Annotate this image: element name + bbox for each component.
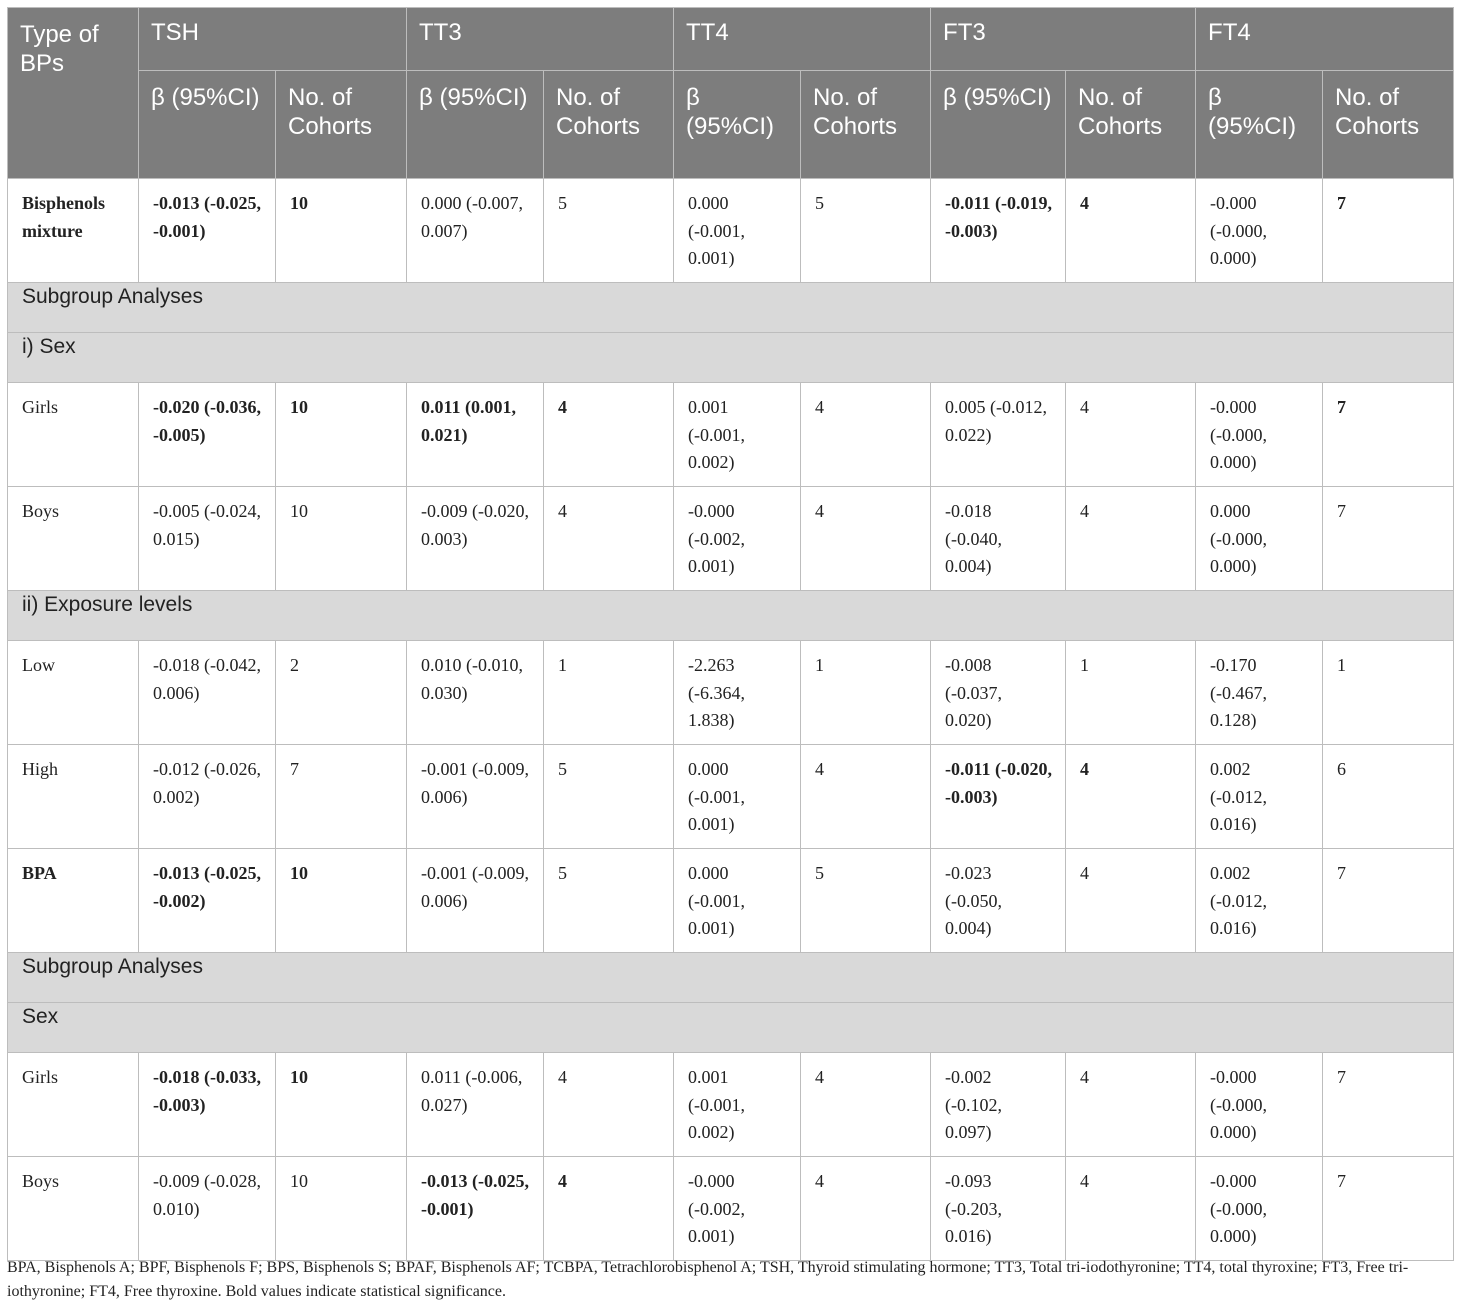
beta-ci-cell: 0.001 (-0.001, 0.002) xyxy=(674,383,801,487)
row-label: Bisphenols mixture xyxy=(8,179,139,283)
cohort-count-cell: 7 xyxy=(1323,849,1454,953)
row-label: Low xyxy=(8,641,139,745)
cohort-count-cell: 10 xyxy=(276,1053,407,1157)
cohort-count-cell: 6 xyxy=(1323,745,1454,849)
cohort-count-cell: 4 xyxy=(1066,1157,1196,1261)
subgroup-row xyxy=(8,953,1454,1003)
beta-ci-cell: -0.018 (-0.033, -0.003) xyxy=(139,1053,276,1157)
header-ft4: FT4 xyxy=(1196,8,1454,71)
beta-ci-cell: -0.000 (-0.000, 0.000) xyxy=(1196,1157,1323,1261)
cohort-count-cell: 4 xyxy=(1066,487,1196,591)
header-cohorts: No. of Cohorts xyxy=(1066,71,1196,179)
beta-ci-cell: -0.009 (-0.028, 0.010) xyxy=(139,1157,276,1261)
table-row xyxy=(8,1157,1454,1261)
cohort-count-cell: 4 xyxy=(544,487,674,591)
results-table xyxy=(7,7,1454,1261)
beta-ci-cell: 0.000 (-0.000, 0.000) xyxy=(1196,487,1323,591)
cohort-count-cell: 10 xyxy=(276,383,407,487)
beta-ci-cell: -0.093 (-0.203, 0.016) xyxy=(931,1157,1066,1261)
subgroup-row xyxy=(8,333,1454,383)
beta-ci-cell: -0.018 (-0.042, 0.006) xyxy=(139,641,276,745)
header-beta: β (95%CI) xyxy=(931,71,1066,179)
beta-ci-cell: -0.170 (-0.467, 0.128) xyxy=(1196,641,1323,745)
subgroup-label: Subgroup Analyses xyxy=(8,283,1454,333)
cohort-count-cell: 4 xyxy=(801,383,931,487)
beta-ci-cell: -0.000 (-0.000, 0.000) xyxy=(1196,383,1323,487)
row-label: High xyxy=(8,745,139,849)
beta-ci-cell: -0.000 (-0.000, 0.000) xyxy=(1196,1053,1323,1157)
table-body xyxy=(8,179,1454,1261)
cohort-count-cell: 1 xyxy=(1066,641,1196,745)
table-row xyxy=(8,487,1454,591)
beta-ci-cell: 0.005 (-0.012, 0.022) xyxy=(931,383,1066,487)
cohort-count-cell: 7 xyxy=(1323,1053,1454,1157)
cohort-count-cell: 7 xyxy=(1323,383,1454,487)
table-row xyxy=(8,383,1454,487)
beta-ci-cell: 0.000 (-0.001, 0.001) xyxy=(674,179,801,283)
beta-ci-cell: -0.000 (-0.002, 0.001) xyxy=(674,487,801,591)
beta-ci-cell: -0.009 (-0.020, 0.003) xyxy=(407,487,544,591)
header-beta: β (95%CI) xyxy=(1196,71,1323,179)
beta-ci-cell: -0.023 (-0.050, 0.004) xyxy=(931,849,1066,953)
header-cohorts: No. of Cohorts xyxy=(801,71,931,179)
table-footnote: BPA, Bisphenols A; BPF, Bisphenols F; BPS, Bisphenols S; BPAF, Bisphenols AF; TCBPA, Tetrachlorobisphenol A; TSH, Thyroid stimulating hormone; TT3, Total tri-iodothyronine; TT4, total thyroxine; FT3, Free tri-iothyronine; FT4, Free thyroxine. Bold values indicate statistical significance. xyxy=(7,1259,1409,1300)
beta-ci-cell: 0.000 (-0.001, 0.001) xyxy=(674,849,801,953)
cohort-count-cell: 5 xyxy=(544,179,674,283)
row-label: Boys xyxy=(8,1157,139,1261)
beta-ci-cell: 0.000 (-0.007, 0.007) xyxy=(407,179,544,283)
row-label: Boys xyxy=(8,487,139,591)
header-cohorts: No. of Cohorts xyxy=(544,71,674,179)
beta-ci-cell: -0.000 (-0.002, 0.001) xyxy=(674,1157,801,1261)
cohort-count-cell: 4 xyxy=(1066,849,1196,953)
table-row xyxy=(8,641,1454,745)
cohort-count-cell: 10 xyxy=(276,179,407,283)
beta-ci-cell: -0.018 (-0.040, 0.004) xyxy=(931,487,1066,591)
table-row xyxy=(8,1053,1454,1157)
cohort-count-cell: 2 xyxy=(276,641,407,745)
beta-ci-cell: -0.005 (-0.024, 0.015) xyxy=(139,487,276,591)
beta-ci-cell: 0.002 (-0.012, 0.016) xyxy=(1196,849,1323,953)
row-label: Girls xyxy=(8,383,139,487)
cohort-count-cell: 7 xyxy=(1323,1157,1454,1261)
cohort-count-cell: 7 xyxy=(1323,487,1454,591)
beta-ci-cell: -0.002 (-0.102, 0.097) xyxy=(931,1053,1066,1157)
beta-ci-cell: -0.012 (-0.026, 0.002) xyxy=(139,745,276,849)
table-row xyxy=(8,179,1454,283)
row-label: Girls xyxy=(8,1053,139,1157)
cohort-count-cell: 7 xyxy=(1323,179,1454,283)
beta-ci-cell: 0.000 (-0.001, 0.001) xyxy=(674,745,801,849)
beta-ci-cell: 0.001 (-0.001, 0.002) xyxy=(674,1053,801,1157)
header-type-of-bps: Type of BPs xyxy=(8,8,139,179)
cohort-count-cell: 4 xyxy=(1066,179,1196,283)
beta-ci-cell: 0.010 (-0.010, 0.030) xyxy=(407,641,544,745)
subgroup-label: i) Sex xyxy=(8,333,1454,383)
cohort-count-cell: 10 xyxy=(276,1157,407,1261)
subgroup-row xyxy=(8,283,1454,333)
header-tt4: TT4 xyxy=(674,8,931,71)
cohort-count-cell: 1 xyxy=(544,641,674,745)
cohort-count-cell: 4 xyxy=(544,1053,674,1157)
table-row xyxy=(8,849,1454,953)
cohort-count-cell: 1 xyxy=(1323,641,1454,745)
cohort-count-cell: 5 xyxy=(544,745,674,849)
beta-ci-cell: 0.002 (-0.012, 0.016) xyxy=(1196,745,1323,849)
cohort-count-cell: 1 xyxy=(801,641,931,745)
cohort-count-cell: 4 xyxy=(1066,1053,1196,1157)
cohort-count-cell: 7 xyxy=(276,745,407,849)
cohort-count-cell: 4 xyxy=(801,1053,931,1157)
beta-ci-cell: -2.263 (-6.364, 1.838) xyxy=(674,641,801,745)
subgroup-row xyxy=(8,1003,1454,1053)
cohort-count-cell: 4 xyxy=(801,1157,931,1261)
cohort-count-cell: 4 xyxy=(544,1157,674,1261)
cohort-count-cell: 4 xyxy=(1066,383,1196,487)
subgroup-label: Sex xyxy=(8,1003,1454,1053)
cohort-count-cell: 4 xyxy=(801,487,931,591)
table-row xyxy=(8,745,1454,849)
beta-ci-cell: -0.011 (-0.019, -0.003) xyxy=(931,179,1066,283)
beta-ci-cell: -0.001 (-0.009, 0.006) xyxy=(407,849,544,953)
header-beta: β (95%CI) xyxy=(139,71,276,179)
beta-ci-cell: 0.011 (-0.006, 0.027) xyxy=(407,1053,544,1157)
cohort-count-cell: 5 xyxy=(544,849,674,953)
header-cohorts: No. of Cohorts xyxy=(1323,71,1454,179)
subgroup-label: Subgroup Analyses xyxy=(8,953,1454,1003)
cohort-count-cell: 5 xyxy=(801,849,931,953)
header-tt3: TT3 xyxy=(407,8,674,71)
cohort-count-cell: 10 xyxy=(276,487,407,591)
header-beta: β (95%CI) xyxy=(407,71,544,179)
beta-ci-cell: -0.013 (-0.025, -0.002) xyxy=(139,849,276,953)
beta-ci-cell: -0.001 (-0.009, 0.006) xyxy=(407,745,544,849)
row-label: BPA xyxy=(8,849,139,953)
beta-ci-cell: -0.013 (-0.025, -0.001) xyxy=(139,179,276,283)
beta-ci-cell: -0.008 (-0.037, 0.020) xyxy=(931,641,1066,745)
beta-ci-cell: 0.011 (0.001, 0.021) xyxy=(407,383,544,487)
header-cohorts: No. of Cohorts xyxy=(276,71,407,179)
beta-ci-cell: -0.000 (-0.000, 0.000) xyxy=(1196,179,1323,283)
header-tsh: TSH xyxy=(139,8,407,71)
beta-ci-cell: -0.020 (-0.036, -0.005) xyxy=(139,383,276,487)
table-header xyxy=(8,8,1454,179)
subgroup-row xyxy=(8,591,1454,641)
cohort-count-cell: 4 xyxy=(801,745,931,849)
cohort-count-cell: 10 xyxy=(276,849,407,953)
cohort-count-cell: 4 xyxy=(1066,745,1196,849)
header-beta: β (95%CI) xyxy=(674,71,801,179)
cohort-count-cell: 5 xyxy=(801,179,931,283)
header-ft3: FT3 xyxy=(931,8,1196,71)
beta-ci-cell: -0.011 (-0.020, -0.003) xyxy=(931,745,1066,849)
cohort-count-cell: 4 xyxy=(544,383,674,487)
subgroup-label: ii) Exposure levels xyxy=(8,591,1454,641)
beta-ci-cell: -0.013 (-0.025, -0.001) xyxy=(407,1157,544,1261)
